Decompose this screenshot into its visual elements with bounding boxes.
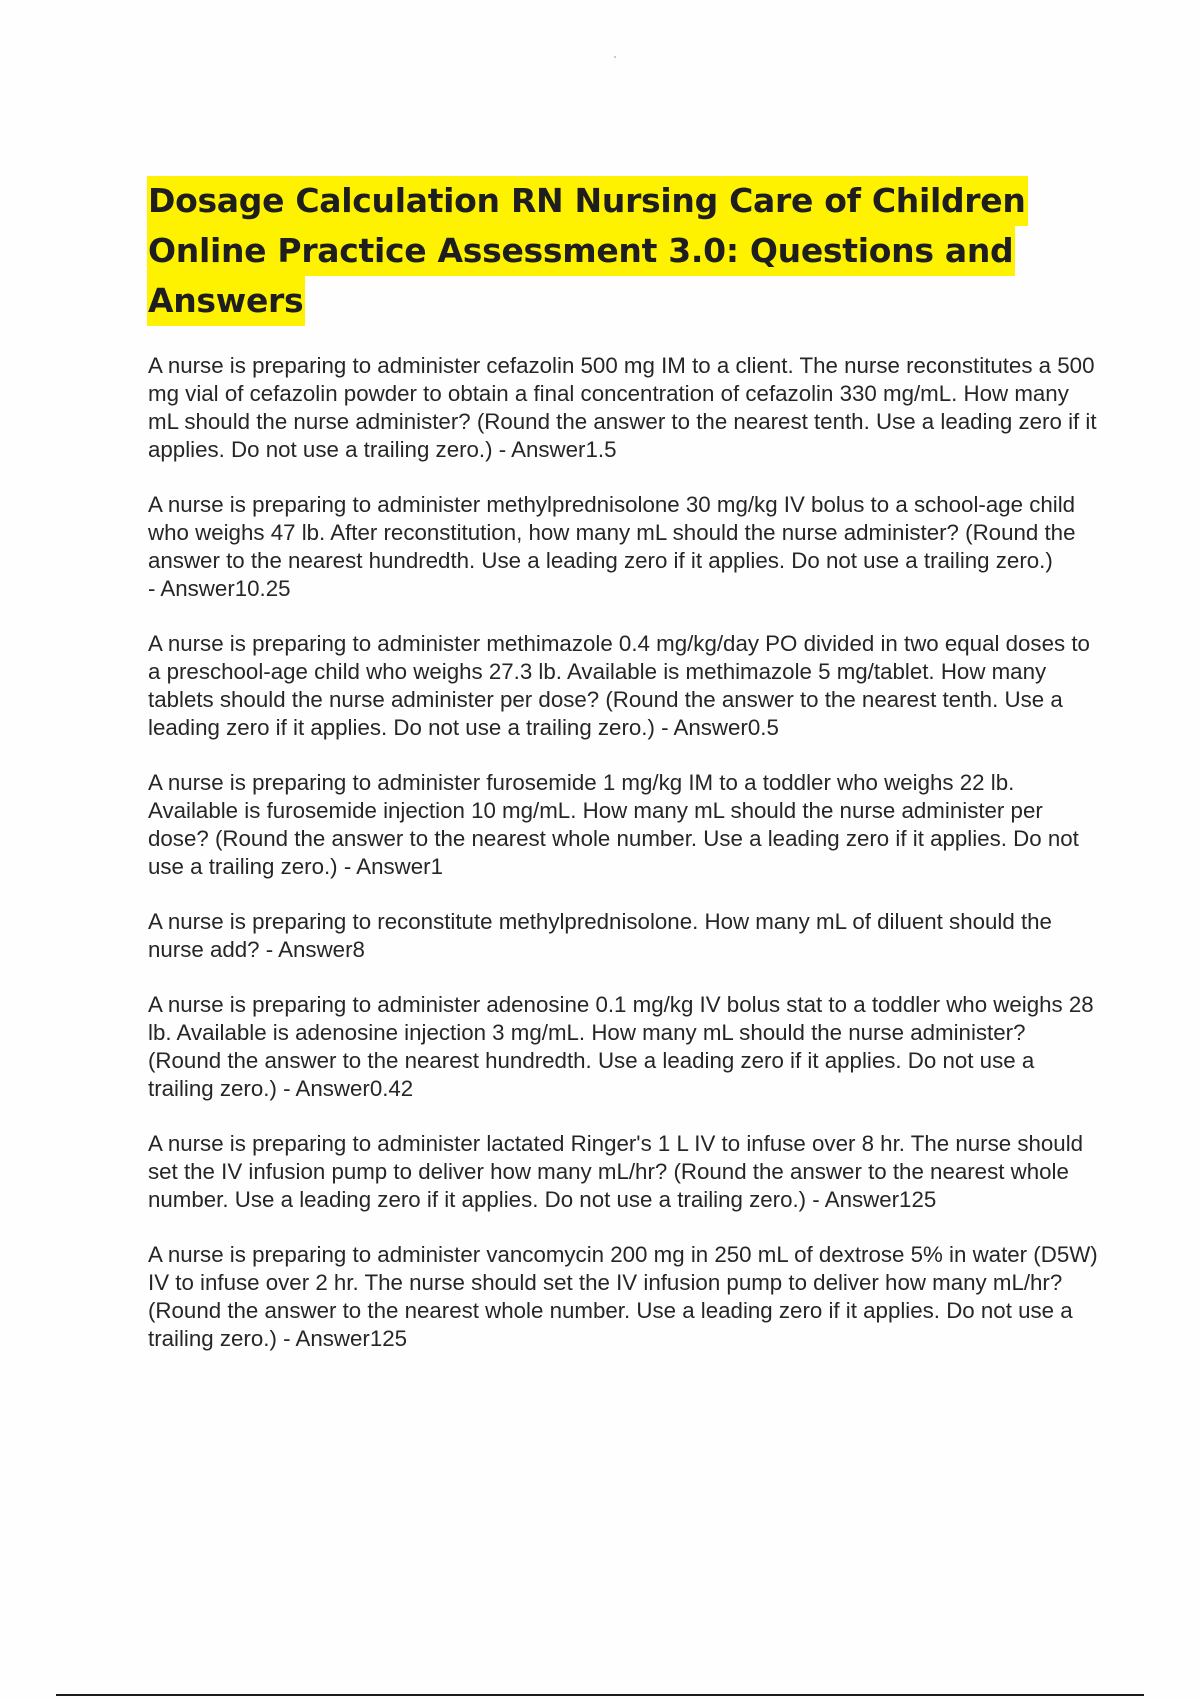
qa-answer: 1.5 — [585, 437, 617, 462]
page-speck — [614, 56, 616, 58]
title-line-3: Answers — [147, 276, 305, 326]
qa-answer: 1 — [430, 854, 443, 879]
qa-answer-label: - Answer — [337, 854, 431, 879]
qa-answer-label: - Answer — [806, 1187, 900, 1212]
qa-item — [148, 630, 1098, 742]
qa-question: A nurse is preparing to administer cefazolin 500 mg IM to a client. The nurse reconstitutes a 500 mg vial of cefazolin powder to obtain a final concentration of cefazolin 330 mg/mL. How many mL should the nurse administer? (Round the answer to the nearest tenth. Use a leading zero if it applies. Do not use a trailing zero.) — [148, 353, 1097, 462]
qa-answer: 125 — [899, 1187, 937, 1212]
qa-answer-label: - Answer — [276, 1326, 370, 1351]
qa-item — [148, 1130, 1098, 1214]
qa-answer: 0.42 — [369, 1076, 414, 1101]
qa-answer: 10.25 — [234, 576, 291, 601]
qa-item — [148, 352, 1098, 464]
qa-item — [148, 991, 1098, 1103]
qa-answer-label: - Answer — [276, 1076, 370, 1101]
document-title — [147, 176, 1026, 326]
qa-list — [148, 352, 1098, 1380]
qa-answer: 125 — [369, 1326, 408, 1351]
qa-question: A nurse is preparing to administer methylprednisolone 30 mg/kg IV bolus to a school-age child who weighs 47 lb. After reconstitution, how many mL should the nurse administer? (Round the answer to the nearest hundredth. Use a leading zero if it applies. Do not use a trailing zero.) — [148, 492, 1076, 573]
qa-answer: 0.5 — [747, 715, 779, 740]
qa-question: A nurse is preparing to administer furosemide 1 mg/kg IM to a toddler who weighs 22 lb. Available is furosemide injection 10 mg/mL. How many mL should the nurse administer per dose? (Round the answer to the nearest whole number. Use a leading zero if it applies. Do not use a trailing zero.) — [148, 770, 1079, 879]
qa-answer-label: - Answer — [259, 937, 353, 962]
qa-question: A nurse is preparing to administer adenosine 0.1 mg/kg IV bolus stat to a toddler who weighs 28 lb. Available is adenosine injection 3 mg/mL. How many mL should the nurse administer? (Round the answer to the nearest hundredth. Use a leading zero if it applies. Do not use a trailing zero.) — [148, 992, 1094, 1101]
qa-question: A nurse is preparing to administer vancomycin 200 mg in 250 mL of dextrose 5% in water (D5W) IV to infuse over 2 hr. The nurse should set the IV infusion pump to deliver how many mL/hr? (Round the answer to the nearest whole number. Use a leading zero if it applies. Do not use a trailing zero.) — [148, 1242, 1098, 1351]
qa-question: A nurse is preparing to administer methimazole 0.4 mg/kg/day PO divided in two equal doses to a preschool-age child who weighs 27.3 lb. Available is methimazole 5 mg/tablet. How many tablets should the nurse administer per dose? (Round the answer to the nearest tenth. Use a leading zero if it applies. Do not use a trailing zero.) — [148, 631, 1090, 740]
qa-item — [148, 491, 1098, 603]
qa-item — [148, 1241, 1098, 1353]
qa-answer-label: - Answer — [148, 576, 235, 601]
qa-answer: 8 — [352, 937, 365, 962]
qa-item — [148, 769, 1098, 881]
footer-rule — [56, 1694, 1144, 1696]
qa-question: A nurse is preparing to reconstitute methylprednisolone. How many mL of diluent should the nurse add? — [148, 909, 1052, 962]
title-line-1: Dosage Calculation RN Nursing Care of Children — [147, 176, 1028, 226]
qa-item — [148, 908, 1098, 964]
title-line-2: Online Practice Assessment 3.0: Questions and — [147, 226, 1015, 276]
qa-question: A nurse is preparing to administer lactated Ringer's 1 L IV to infuse over 8 hr. The nurse should set the IV infusion pump to deliver how many mL/hr? (Round the answer to the nearest whole number. Use a leading zero if it applies. Do not use a trailing zero.) — [148, 1131, 1084, 1212]
qa-answer-label: - Answer — [654, 715, 748, 740]
qa-answer-label: - Answer — [492, 437, 586, 462]
